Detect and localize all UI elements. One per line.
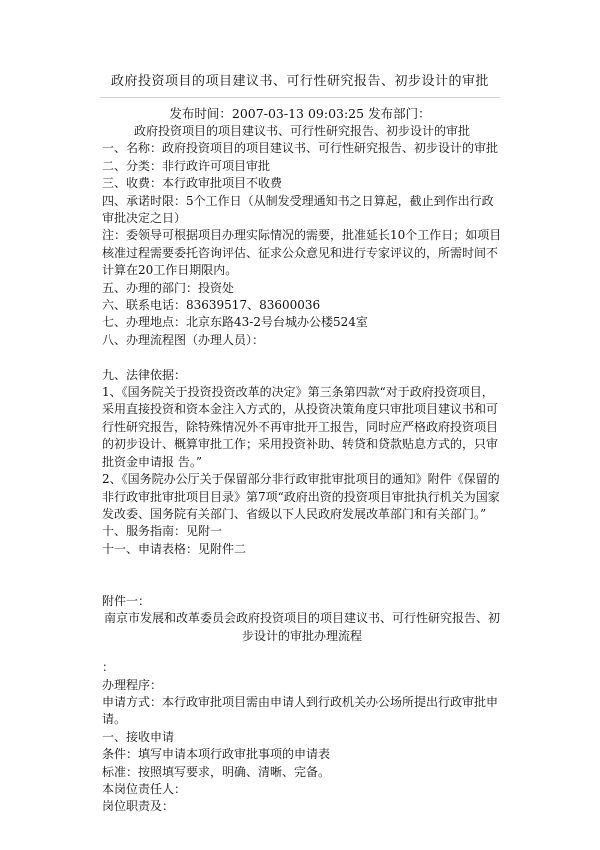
stray-colon: ： — [102, 660, 115, 675]
procedure-line: 岗位职责及： — [102, 799, 175, 814]
spacer — [102, 558, 502, 593]
procedure-line: 一、接收申请 — [102, 729, 175, 744]
legal-item: 2、《国务院办公厅关于保留部分非行政审批审批项目的通知》附件《保留的非行政审批审批项目目录》第7项“政府出资的投资项目审批执行机关为国家发改委、国务院有关部门、省级以下人民政府发展改革部门和有关部门。” — [102, 472, 500, 521]
item-department: 五、办理的部门：投资处 — [102, 280, 235, 295]
item-phone: 六、联系电话：83639517、83600036 — [102, 298, 321, 313]
title-divider — [100, 97, 500, 98]
item-note: 注：委领导可根据项目办理实际情况的需要，批准延长10个工作日；如项目核准过程需要委托咨询评估、征求公众意见和进行专家评议的，所需时间不计算在20工作日期限内。 — [102, 228, 502, 278]
item-fee: 三、收费：本行政审批项目不收费 — [102, 176, 283, 191]
procedure-line: 条件：填写申请本项行政审批事项的申请表 — [102, 747, 331, 762]
procedure-line: 标准：按照填写要求，明确、清晰、完备。 — [102, 764, 331, 779]
page-title: 政府投资项目的项目建议书、可行性研究报告、初步设计的审批 — [110, 74, 489, 89]
item-time-limit: 四、承诺时限：5个工作日（从制发受理通知书之日算起，截止到作出行政审批决定之日） — [102, 193, 494, 226]
spacer — [102, 645, 502, 659]
procedure-line: 申请方式：本行政审批项目需由申请人到行政机关办公场所提出行政审批申请。 — [102, 694, 499, 727]
publish-meta: 发布时间：2007-03-13 09:03:25 发布部门： — [169, 106, 431, 121]
application-form: 十一、申请表格：见附件二 — [102, 541, 247, 556]
item-category: 二、分类：非行政许可项目审批 — [102, 158, 271, 173]
spacer — [102, 349, 502, 366]
procedure-heading: 办理程序： — [102, 677, 163, 692]
attachment-label: 附件一： — [102, 593, 151, 608]
body-subtitle: 政府投资项目的项目建议书、可行性研究报告、初步设计的审批 — [133, 124, 470, 138]
item-name: 一、名称：政府投资项目的项目建议书、可行性研究报告、初步设计的审批 — [102, 141, 499, 156]
document-body — [102, 123, 502, 816]
item-address: 七、办理地点：北京东路43-2号台城办公楼524室 — [102, 315, 368, 330]
legal-heading: 九、法律依据： — [102, 367, 187, 382]
procedure-line: 本岗位责任人： — [102, 782, 187, 796]
service-guide: 十、服务指南：见附一 — [102, 524, 223, 539]
attachment-title: 南京市发展和改革委员会政府投资项目的项目建议书、可行性研究报告、初步设计的审批办理流程 — [103, 611, 500, 643]
legal-item: 1、《国务院关于投资投资改革的决定》第三条第四款“对于政府投资项目，采用直接投资和资本金注入方式的，从投资决策角度只审批项目建议书和可行性研究报告，除特殊情况外不再审批开工报告，同时应严格政府投资项目的初步设计、概算审批工作；采用投资补助、转贷和贷款贴息方式的，只审批资金申请报 告。” — [102, 385, 499, 469]
item-flowchart: 八、办理流程图（办理人员）： — [102, 332, 265, 347]
